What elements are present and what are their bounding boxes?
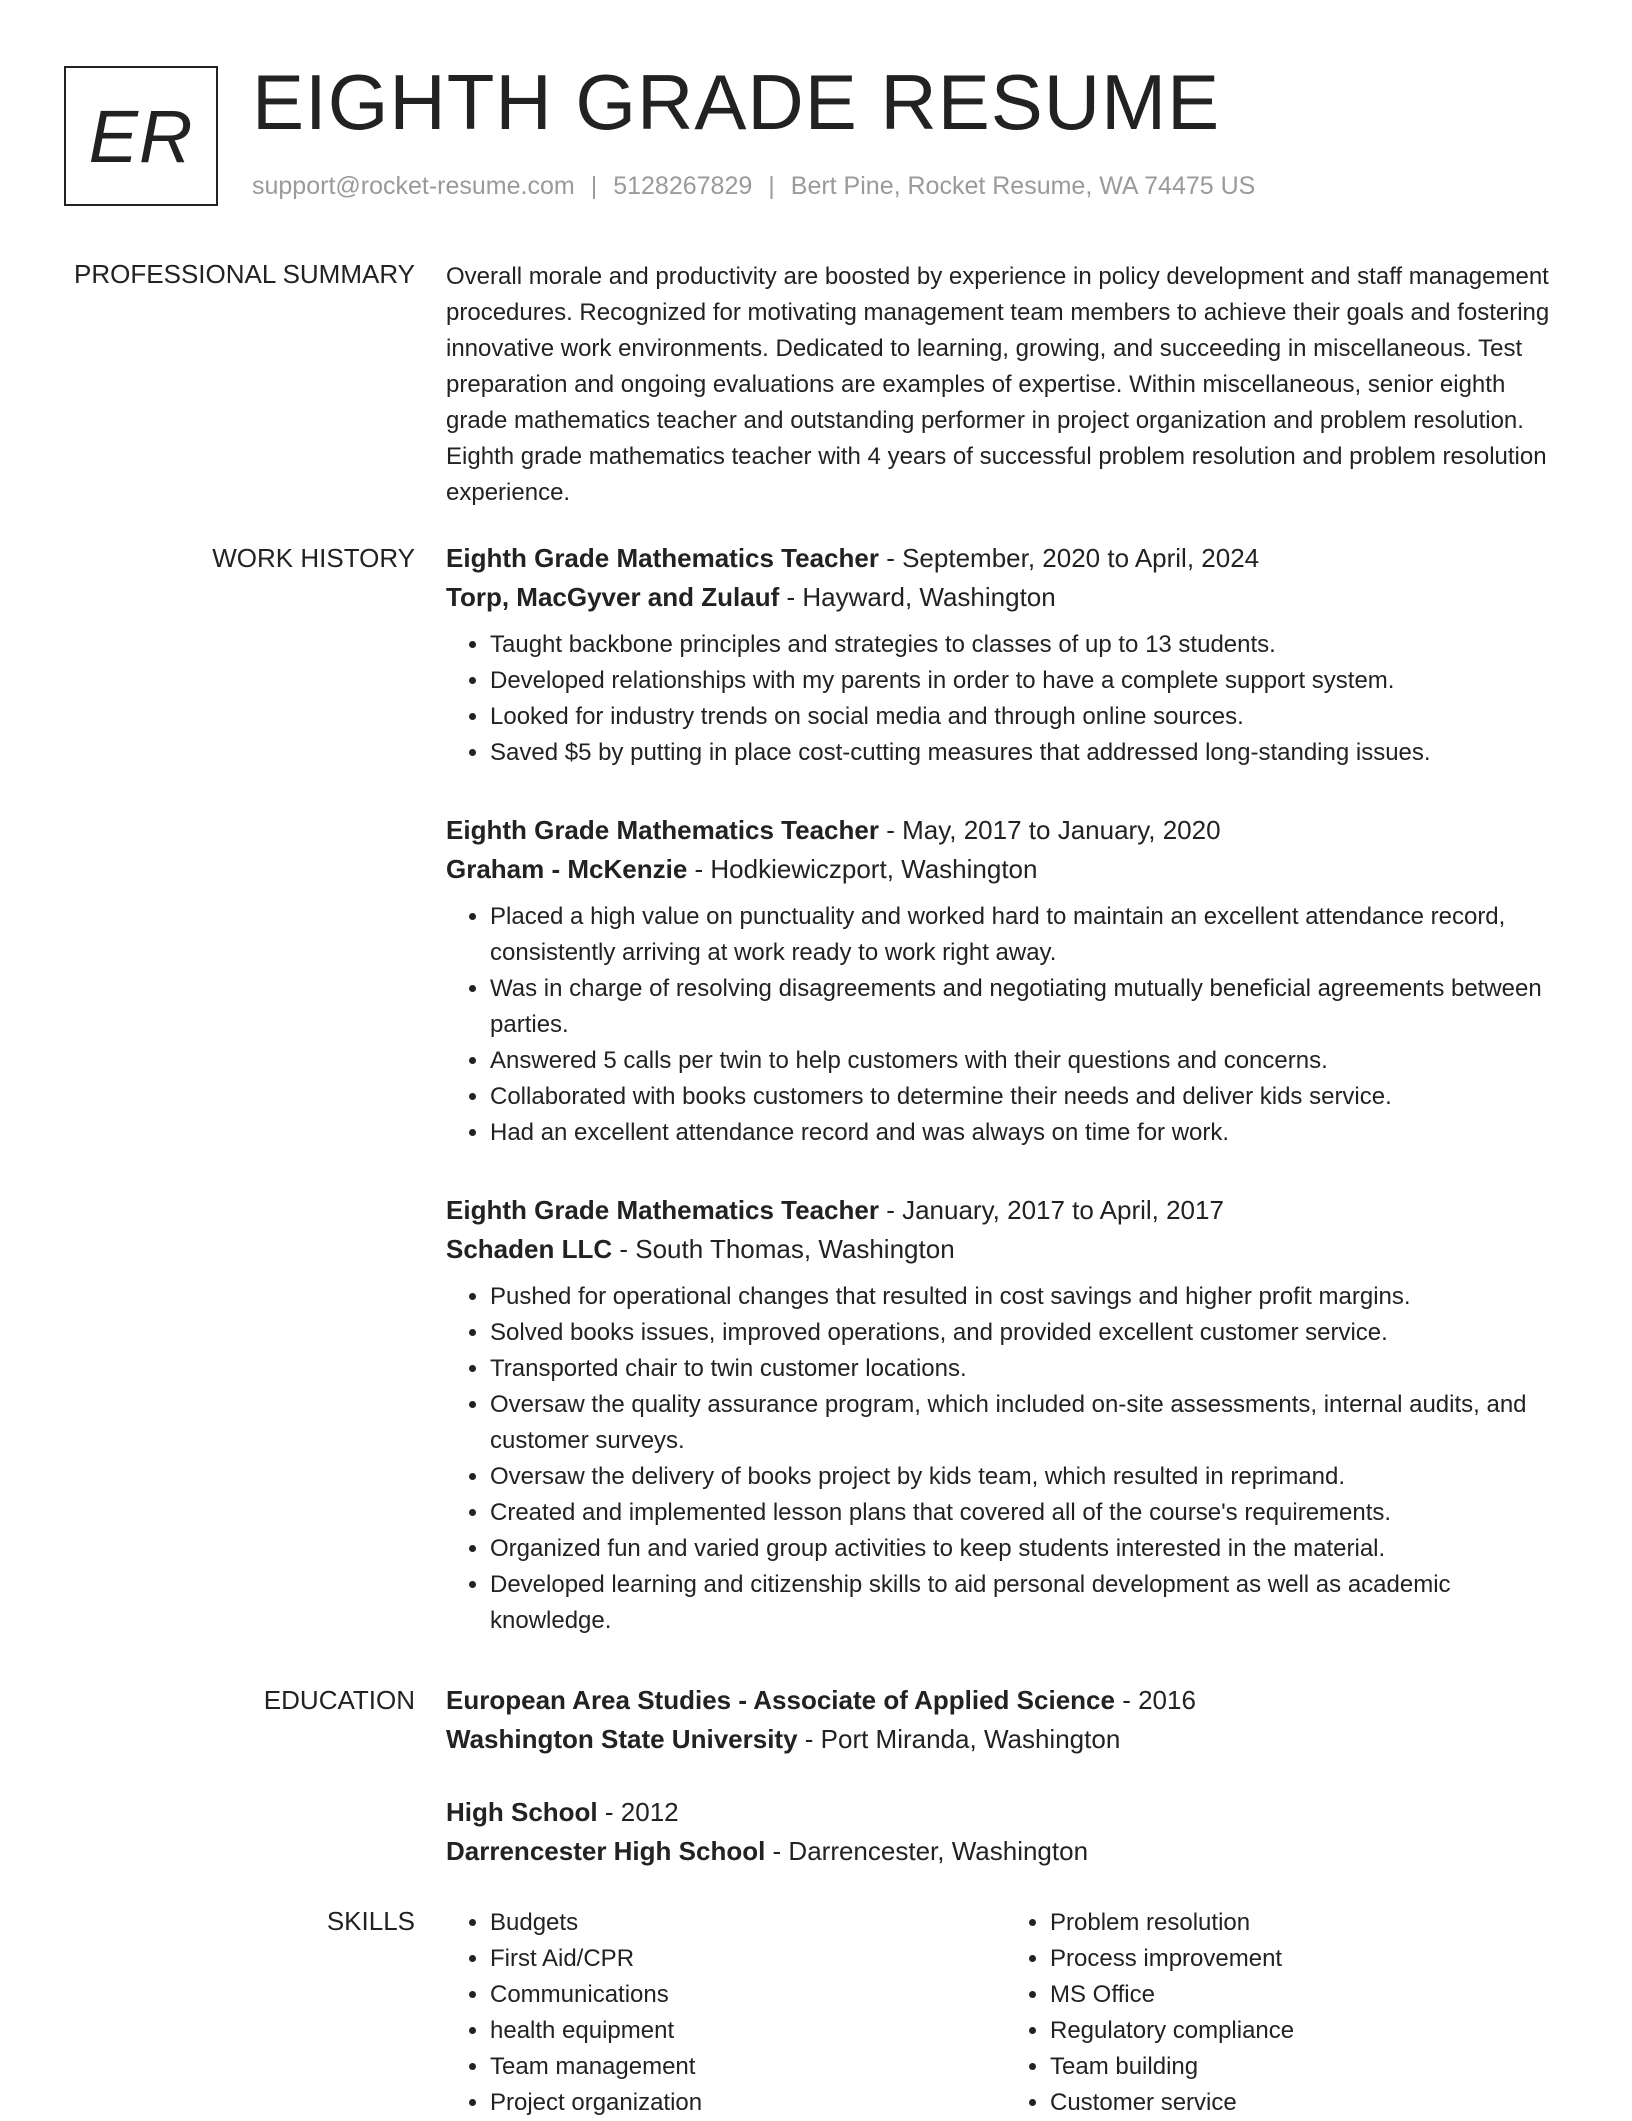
- job-entry: [446, 539, 1566, 771]
- job-title-line: [446, 1191, 1566, 1230]
- skill-item: • Process improvement: [1050, 1941, 1566, 1977]
- school-location: - Darrencester, Washington: [765, 1836, 1089, 1866]
- skills-list-left: [446, 1905, 1006, 2121]
- job-bullets: [446, 1279, 1566, 1639]
- list-item: • Taught backbone principles and strategies to classes of up to 13 students.: [490, 627, 1566, 663]
- list-item: • Answered 5 calls per twin to help customers with their questions and concerns.: [490, 1043, 1566, 1079]
- job-company: Schaden LLC: [446, 1234, 613, 1264]
- skill-item: • Project organization: [490, 2085, 1006, 2121]
- job-dates: - May, 2017 to January, 2020: [878, 815, 1221, 845]
- job-company: Torp, MacGyver and Zulauf: [446, 582, 780, 612]
- job-title: Eighth Grade Mathematics Teacher: [446, 815, 879, 845]
- job-bullets: [446, 899, 1566, 1151]
- education-entry: [446, 1793, 1566, 1871]
- job-title: Eighth Grade Mathematics Teacher: [446, 543, 879, 573]
- degree-year: - 2012: [597, 1797, 679, 1827]
- skill-item: • health equipment: [490, 2013, 1006, 2049]
- job-company-line: [446, 850, 1566, 889]
- education-entry: [446, 1681, 1566, 1759]
- job-entry: [446, 811, 1566, 1151]
- school-line: [446, 1720, 1566, 1759]
- degree: High School: [446, 1797, 598, 1827]
- job-dates: - September, 2020 to April, 2024: [878, 543, 1260, 573]
- school: Washington State University: [446, 1724, 798, 1754]
- degree-line: [446, 1793, 1566, 1832]
- summary-heading: PROFESSIONAL SUMMARY: [74, 259, 415, 289]
- skill-item: • Problem resolution: [1050, 1905, 1566, 1941]
- contact-phone: 5128267829: [613, 172, 753, 200]
- list-item: • Solved books issues, improved operations, and provided excellent customer service.: [490, 1315, 1566, 1351]
- list-item: • Oversaw the delivery of books project by kids team, which resulted in reprimand.: [490, 1459, 1566, 1495]
- list-item: • Collaborated with books customers to determine their needs and deliver kids service.: [490, 1079, 1566, 1115]
- resume-title: EIGHTH GRADE RESUME: [252, 58, 1221, 146]
- contact-line: [252, 170, 1255, 202]
- job-company-line: [446, 1230, 1566, 1269]
- contact-separator: |: [768, 172, 775, 200]
- list-item: • Developed learning and citizenship skills to aid personal development as well as academic knowledge.: [490, 1567, 1566, 1639]
- list-item: • Oversaw the quality assurance program, which included on-site assessments, internal audits, and customer surveys.: [490, 1387, 1566, 1459]
- skills-list-right: [1006, 1905, 1566, 2121]
- job-location: - Hodkiewiczport, Washington: [687, 854, 1038, 884]
- job-bullets: [446, 627, 1566, 771]
- contact-address: Bert Pine, Rocket Resume, WA 74475 US: [790, 172, 1256, 200]
- list-item: • Placed a high value on punctuality and worked hard to maintain an excellent attendance record, consistently arriving at work ready to work right away.: [490, 899, 1566, 971]
- monogram: ER: [64, 66, 218, 206]
- list-item: • Developed relationships with my parents in order to have a complete support system.: [490, 663, 1566, 699]
- contact-separator: |: [590, 172, 598, 200]
- list-item: • Created and implemented lesson plans that covered all of the course's requirements.: [490, 1495, 1566, 1531]
- job-company-line: [446, 578, 1566, 617]
- skill-item: • First Aid/CPR: [490, 1941, 1006, 1977]
- summary-text: Overall morale and productivity are boosted by experience in policy development and staff management procedures. Recognized for motivating management team members to achieve their goals and fostering innovative work environments. Dedicated to learning, growing, and succeeding in miscellaneous. Test preparation and ongoing evaluations are examples of expertise. Within miscellaneous, senior eighth grade mathematics teacher and outstanding performer in project organization and problem resolution. Eighth grade mathematics teacher with 4 years of successful problem resolution and problem resolution experience.: [446, 263, 1550, 506]
- skill-item: • Customer service: [1050, 2085, 1566, 2121]
- school-line: [446, 1832, 1566, 1871]
- degree-line: [446, 1681, 1566, 1720]
- list-item: • Had an excellent attendance record and was always on time for work.: [490, 1115, 1566, 1151]
- skills-heading: SKILLS: [326, 1906, 415, 1936]
- degree-year: - 2016: [1114, 1685, 1196, 1715]
- list-item: • Organized fun and varied group activities to keep students interested in the material.: [490, 1531, 1566, 1567]
- job-dates: - January, 2017 to April, 2017: [878, 1195, 1224, 1225]
- degree: European Area Studies - Associate of Applied Science: [446, 1685, 1115, 1715]
- list-item: • Looked for industry trends on social media and through online sources.: [490, 699, 1566, 735]
- job-location: - Hayward, Washington: [779, 582, 1056, 612]
- skill-item: • MS Office: [1050, 1977, 1566, 2013]
- skill-item: • Budgets: [490, 1905, 1006, 1941]
- job-title-line: [446, 539, 1566, 578]
- list-item: • Saved $5 by putting in place cost-cutting measures that addressed long-standing issues.: [490, 735, 1566, 771]
- list-item: • Was in charge of resolving disagreements and negotiating mutually beneficial agreements between parties.: [490, 971, 1566, 1043]
- education-heading: EDUCATION: [263, 1685, 415, 1715]
- job-title: Eighth Grade Mathematics Teacher: [446, 1195, 879, 1225]
- job-title-line: [446, 811, 1566, 850]
- skill-item: • Team building: [1050, 2049, 1566, 2085]
- list-item: • Pushed for operational changes that resulted in cost savings and higher profit margins.: [490, 1279, 1566, 1315]
- contact-email[interactable]: support@rocket-resume.com: [252, 172, 575, 200]
- skill-item: • Regulatory compliance: [1050, 2013, 1566, 2049]
- school: Darrencester High School: [446, 1836, 766, 1866]
- list-item: • Transported chair to twin customer locations.: [490, 1351, 1566, 1387]
- job-location: - South Thomas, Washington: [612, 1234, 955, 1264]
- job-company: Graham - McKenzie: [446, 854, 688, 884]
- job-entry: [446, 1191, 1566, 1639]
- skill-item: • Communications: [490, 1977, 1006, 2013]
- school-location: - Port Miranda, Washington: [797, 1724, 1121, 1754]
- skill-item: • Team management: [490, 2049, 1006, 2085]
- work-history-heading: WORK HISTORY: [212, 543, 415, 573]
